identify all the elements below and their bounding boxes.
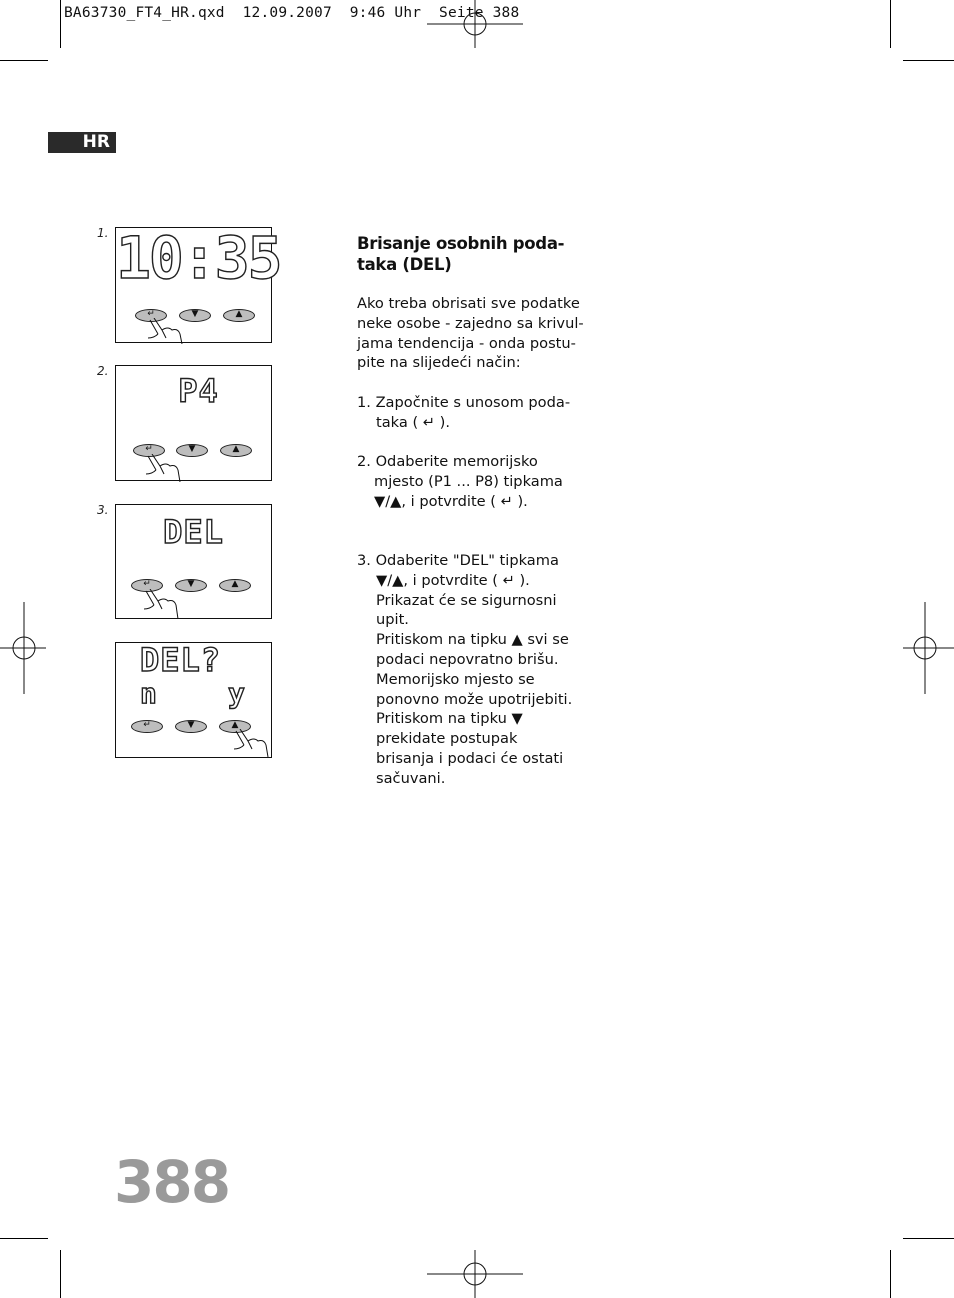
up-arrow-icon: ▲ [231,579,239,589]
enter-icon: ↵ [143,579,151,589]
lcd-profile: P4 [178,372,219,410]
file-slug: BA63730_FT4_HR.qxd 12.09.2007 9:46 Uhr Seite 388 [64,5,520,21]
enter-icon: ↵ [145,444,153,454]
text-line: 1. Započnite s unosom poda- [357,394,571,411]
language-tab [48,132,116,153]
registration-mark-top [425,0,525,50]
down-button[interactable] [175,720,207,733]
text-line: 2. Odaberite memorijsko [357,453,538,470]
up-arrow-icon: ▲ [232,444,240,454]
lcd-time: 10:35 [116,224,281,292]
instruction-step-2 [357,452,563,511]
enter-button[interactable] [131,720,163,733]
up-arrow-icon: ▲ [235,309,243,319]
step-2-label: 2. [97,364,109,378]
text-line: podaci nepovratno brišu. [376,650,559,668]
text-line: sačuvani. [376,769,446,787]
text-line: 3. Odaberite "DEL" tipkama [357,552,559,569]
text-line: upit. [376,611,409,629]
pointing-hand-icon [142,454,182,482]
text-line: ▼/▲, i potvrdite ( ↵ ). [374,492,528,510]
text-line: mjesto (P1 ... P8) tipkama [374,472,563,490]
down-arrow-icon: ▼ [187,720,195,730]
lcd-option-no: n [140,677,158,710]
intro-paragraph [357,294,584,373]
up-button[interactable] [223,309,255,322]
text-line: Pritiskom na tipku ▲ svi se [376,631,569,649]
registration-mark-left [0,600,48,696]
language-code: HR [82,132,110,152]
text-line: Prikazat će se sigurnosni [376,591,557,609]
enter-icon: ↵ [147,309,155,319]
text-line: Ako treba obrisati sve podatke [357,295,580,312]
lcd-display-step-4 [115,642,272,758]
step-3-label: 3. [97,503,109,517]
enter-icon: ↵ [143,720,151,730]
registration-mark-right [903,600,954,696]
lcd-option-yes: y [228,677,246,710]
up-button[interactable] [220,444,252,457]
up-arrow-icon: ▲ [231,720,239,730]
down-arrow-icon: ▼ [191,309,199,319]
lcd-display-step-1 [115,224,281,343]
page-number: 388 [114,1148,230,1216]
heading-line: taka (DEL) [357,254,452,274]
text-line: neke osobe - zajedno sa krivul- [357,314,584,332]
step-1-label: 1. [97,226,109,240]
text-line: Pritiskom na tipku ▼ [376,710,523,728]
pointing-hand-icon [230,729,270,757]
text-line: taka ( ↵ ). [376,413,450,431]
section-heading [357,234,564,275]
text-line: Memorijsko mjesto se [376,670,535,688]
text-line: jama tendencija - onda postu- [357,334,576,352]
text-line: pite na slijedeći način: [357,354,521,372]
lcd-del-confirm: DEL? [140,641,222,679]
text-line: prekidate postupak [376,730,518,748]
lcd-display-step-3 [115,504,272,619]
heading-line: Brisanje osobnih poda- [357,234,565,253]
pointing-hand-icon [140,589,180,619]
instruction-step-3 [357,551,572,789]
down-arrow-icon: ▼ [187,579,195,589]
up-button[interactable] [219,579,251,592]
instruction-step-1 [357,393,570,433]
lcd-display-step-2 [115,365,272,481]
text-line: brisanja i podaci će ostati [376,749,564,767]
down-arrow-icon: ▼ [188,444,196,454]
lcd-del: DEL [163,513,224,551]
text-line: ponovno može upotrijebiti. [376,690,573,708]
registration-mark-bottom [425,1250,525,1298]
pointing-hand-icon [144,318,184,344]
text-line: ▼/▲, i potvrdite ( ↵ ). [376,571,530,589]
